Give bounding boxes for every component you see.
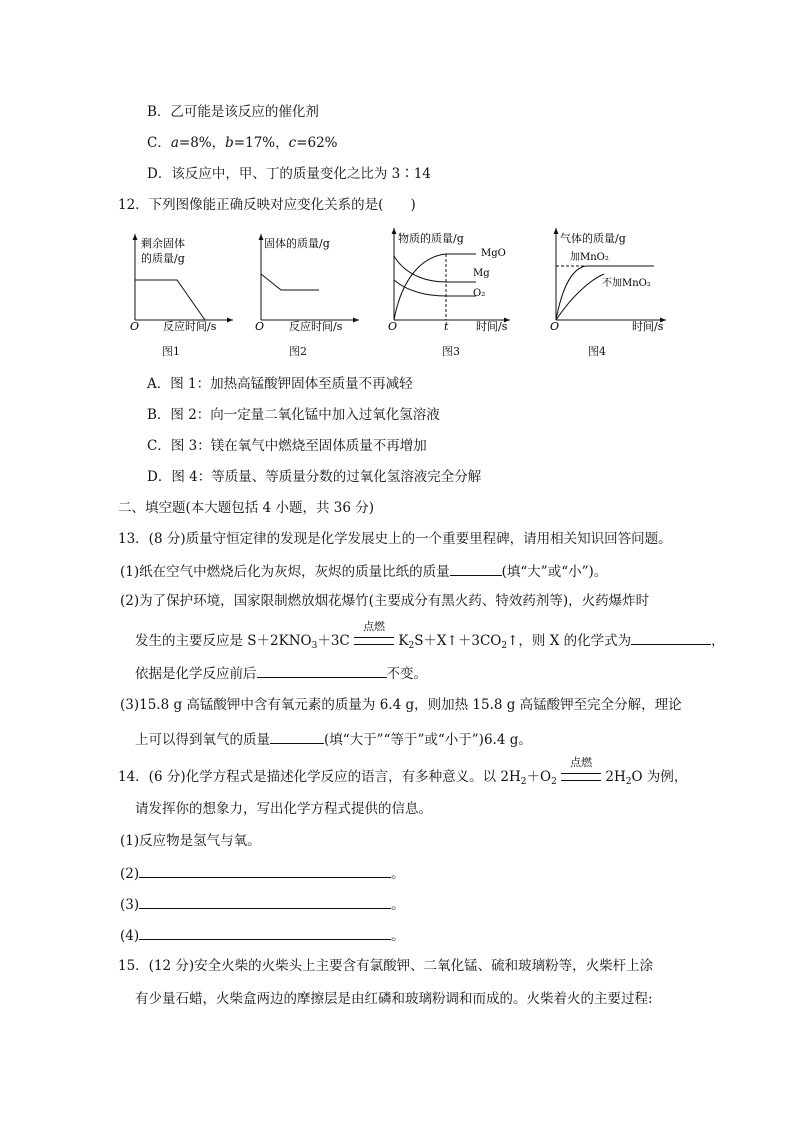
figure-3-y-arrow [392, 228, 397, 234]
q11-var-a: a [170, 135, 179, 151]
q11-var-c: c [288, 135, 297, 151]
q14-sub-1: 2 [520, 777, 527, 787]
figure-3-label-o2: O₂ [473, 288, 486, 299]
q15-line1: 15．(12 分)安全火柴的火柴头上主要含有氯酸钾、二氧化锰、硫和玻璃粉等，火柴杆上涂 [118, 958, 654, 974]
q14-part2-label: (2) [120, 866, 140, 882]
figure-3-label-mg: Mg [473, 268, 490, 279]
q13-eq-product-k: K [398, 633, 409, 649]
figure-3-label-mgo: MgO [481, 248, 506, 259]
q14-part4-blank[interactable] [139, 925, 391, 940]
q13-part2-basis-text: 依据是化学反应前后 [135, 666, 257, 682]
q14-part3 [120, 894, 405, 914]
q12-stem: 12．下列图像能正确反映对应变化关系的是( ) [118, 197, 416, 213]
figure-4-svg [546, 226, 668, 332]
q11-val-b: =17%， [233, 135, 289, 151]
q14-part2 [120, 863, 405, 883]
q13-eq-tail: ↑，则 X 的化学式为 [507, 633, 632, 649]
figure-3-t: t [444, 320, 449, 332]
q15-line2: 有少量石蜡，火柴盒两边的摩擦层是由红磷和玻璃粉调和而成的。火柴着火的主要过程: [135, 991, 653, 1007]
q14-stem-text: 14．(6 分)化学方程式是描述化学反应的语言，有多种意义。以 2H [118, 769, 521, 785]
figure-2-xlabel: 反应时间/s [289, 320, 343, 332]
q13-stem: 13．(8 分)质量守恒定律的发现是化学发展史上的一个重要里程碑，请用相关知识回答问题。 [118, 531, 672, 547]
q11-option-c-prefix: C． [147, 135, 171, 151]
q14-eq-condition [561, 756, 601, 781]
figure-3-xlabel: 时间/s [476, 320, 508, 332]
q14-part1: (1)反应物是氢气与氧。 [120, 833, 261, 849]
figure-4-xlabel: 时间/s [632, 320, 664, 332]
q11-val-a: =8%， [178, 135, 226, 151]
q14-part4-end: 。 [391, 928, 405, 944]
q13-part3-text: 上可以得到氧气的质量 [135, 732, 270, 748]
q13-eq-sub-2a: 2 [408, 641, 415, 651]
q14-eq-condition-text: 点燃 [570, 756, 593, 769]
q13-part2-line1: (2)为了保护环境，国家限制燃放烟花爆竹(主要成分有黑火药、特效药剂等)，火药爆炸时 [120, 593, 650, 609]
figure-3-ylabel: 物质的质量/g [398, 232, 464, 245]
figure-4 [546, 226, 668, 332]
q14-sub-3: 2 [625, 777, 632, 787]
q13-x-formula-blank[interactable] [631, 630, 711, 645]
q14-stem-end: O 为例， [631, 769, 688, 785]
q13-eq-condition [354, 620, 394, 645]
figure-4-with-mno2-curve [556, 266, 654, 320]
figure-4-caption: 图4 [588, 345, 606, 358]
q11-val-c: =62% [296, 135, 338, 151]
figure-1-svg [125, 232, 235, 332]
figure-4-without-mno2-curve [556, 274, 604, 320]
figure-4-label-without: 不加MnO₂ [602, 278, 651, 289]
q13-part1-hint: (填“大”或“小”)。 [501, 564, 608, 580]
figure-3-mgo-curve [394, 254, 476, 320]
q11-var-b: b [225, 135, 234, 151]
q12-option-c: C．图 3：镁在氧气中燃烧至固体质量不再增加 [147, 438, 427, 454]
q14-part4 [120, 925, 405, 945]
figure-2-svg [253, 232, 363, 332]
q13-eq-end: ， [711, 633, 725, 649]
q14-stem-line1 [118, 756, 688, 791]
q13-eq-reactants: 发生的主要反应是 S＋2KNO [135, 633, 312, 649]
q11-option-d: D．该反应中，甲、丁的质量变化之比为 3∶14 [147, 166, 431, 182]
q13-eq-products: S＋X↑＋3CO [414, 633, 502, 649]
q13-part2-equation-line [135, 620, 725, 655]
figure-1-ylabel-1: 剩余固体 [141, 237, 185, 250]
q13-basis-blank[interactable] [257, 663, 387, 678]
q13-eq-sub-2b: 2 [501, 641, 508, 651]
q13-part1 [120, 561, 607, 581]
q14-part2-blank[interactable] [139, 863, 391, 878]
q13-eq-condition-text: 点燃 [363, 620, 386, 633]
figure-2-caption: 图2 [289, 345, 307, 358]
q13-part1-blank[interactable] [450, 561, 502, 576]
figure-4-y-arrow [554, 228, 559, 234]
figure-2-curve [261, 274, 319, 290]
figure-4-ylabel: 气体的质量/g [560, 232, 626, 245]
figure-1-caption: 图1 [162, 345, 180, 358]
q14-part3-label: (3) [120, 897, 140, 913]
q12-option-b: B．图 2：向一定量二氧化锰中加入过氧化氢溶液 [147, 407, 440, 423]
figure-3-svg [384, 226, 514, 332]
q14-part3-blank[interactable] [139, 894, 391, 909]
figure-4-origin: O [550, 320, 560, 332]
q13-part3-line1: (3)15.8 g 高锰酸钾中含有氧元素的质量为 6.4 g，则加热 15.8 g 高锰酸钾至完全分解，理论 [120, 697, 682, 713]
q14-part4-label: (4) [120, 928, 140, 944]
q13-eq-sub-3: 3 [311, 641, 318, 651]
figure-2-origin: O [255, 320, 265, 332]
q13-part3-line2 [135, 729, 532, 749]
q12-option-a: A．图 1：加热高锰酸钾固体至质量不再减轻 [147, 376, 413, 392]
figure-3 [384, 226, 514, 332]
q14-stem-product: 2H [605, 769, 626, 785]
q13-part2-basis-end: 不变。 [386, 666, 427, 682]
q12-option-d: D．图 4：等质量、等质量分数的过氧化氢溶液完全分解 [147, 469, 482, 485]
figure-1-x-arrow [227, 318, 233, 323]
q13-part2-line3 [135, 663, 427, 683]
figure-4-label-with: 加MnO₂ [570, 252, 609, 263]
figure-1-xlabel: 反应时间/s [163, 320, 217, 332]
q14-stem-plus: ＋O [526, 769, 552, 785]
q14-part2-end: 。 [391, 866, 405, 882]
figure-3-mg-curve [394, 256, 476, 282]
section-2-title: 二、填空题(本大题包括 4 小题，共 36 分) [118, 500, 374, 516]
figure-2 [253, 232, 363, 332]
q14-stem-line2: 请发挥你的想象力，写出化学方程式提供的信息。 [135, 801, 432, 817]
q13-part3-hint: (填“大于”“等于”或“小于”)6.4 g。 [324, 732, 532, 748]
q11-option-b: B．乙可能是该反应的催化剂 [147, 104, 319, 120]
figure-1-origin: O [130, 320, 140, 332]
figure-2-x-arrow [353, 318, 359, 323]
q13-part1-text: (1)纸在空气中燃烧后化为灰烬，灰烬的质量比纸的质量 [120, 564, 450, 580]
figure-3-origin: O [388, 320, 398, 332]
figure-3-caption: 图3 [442, 345, 460, 358]
figure-2-y-arrow [259, 234, 264, 240]
q14-sub-2: 2 [551, 777, 557, 787]
figure-2-ylabel: 固体的质量/g [264, 237, 330, 250]
figure-1 [125, 232, 235, 332]
q14-part3-end: 。 [391, 897, 405, 913]
q13-eq-reactants-2: ＋3C [317, 633, 350, 649]
figure-1-ylabel-2: 的质量/g [141, 252, 185, 265]
q13-part3-blank[interactable] [270, 729, 324, 744]
figure-1-y-arrow [133, 234, 138, 240]
figure-1-curve [135, 280, 205, 320]
q11-option-c [147, 134, 338, 152]
